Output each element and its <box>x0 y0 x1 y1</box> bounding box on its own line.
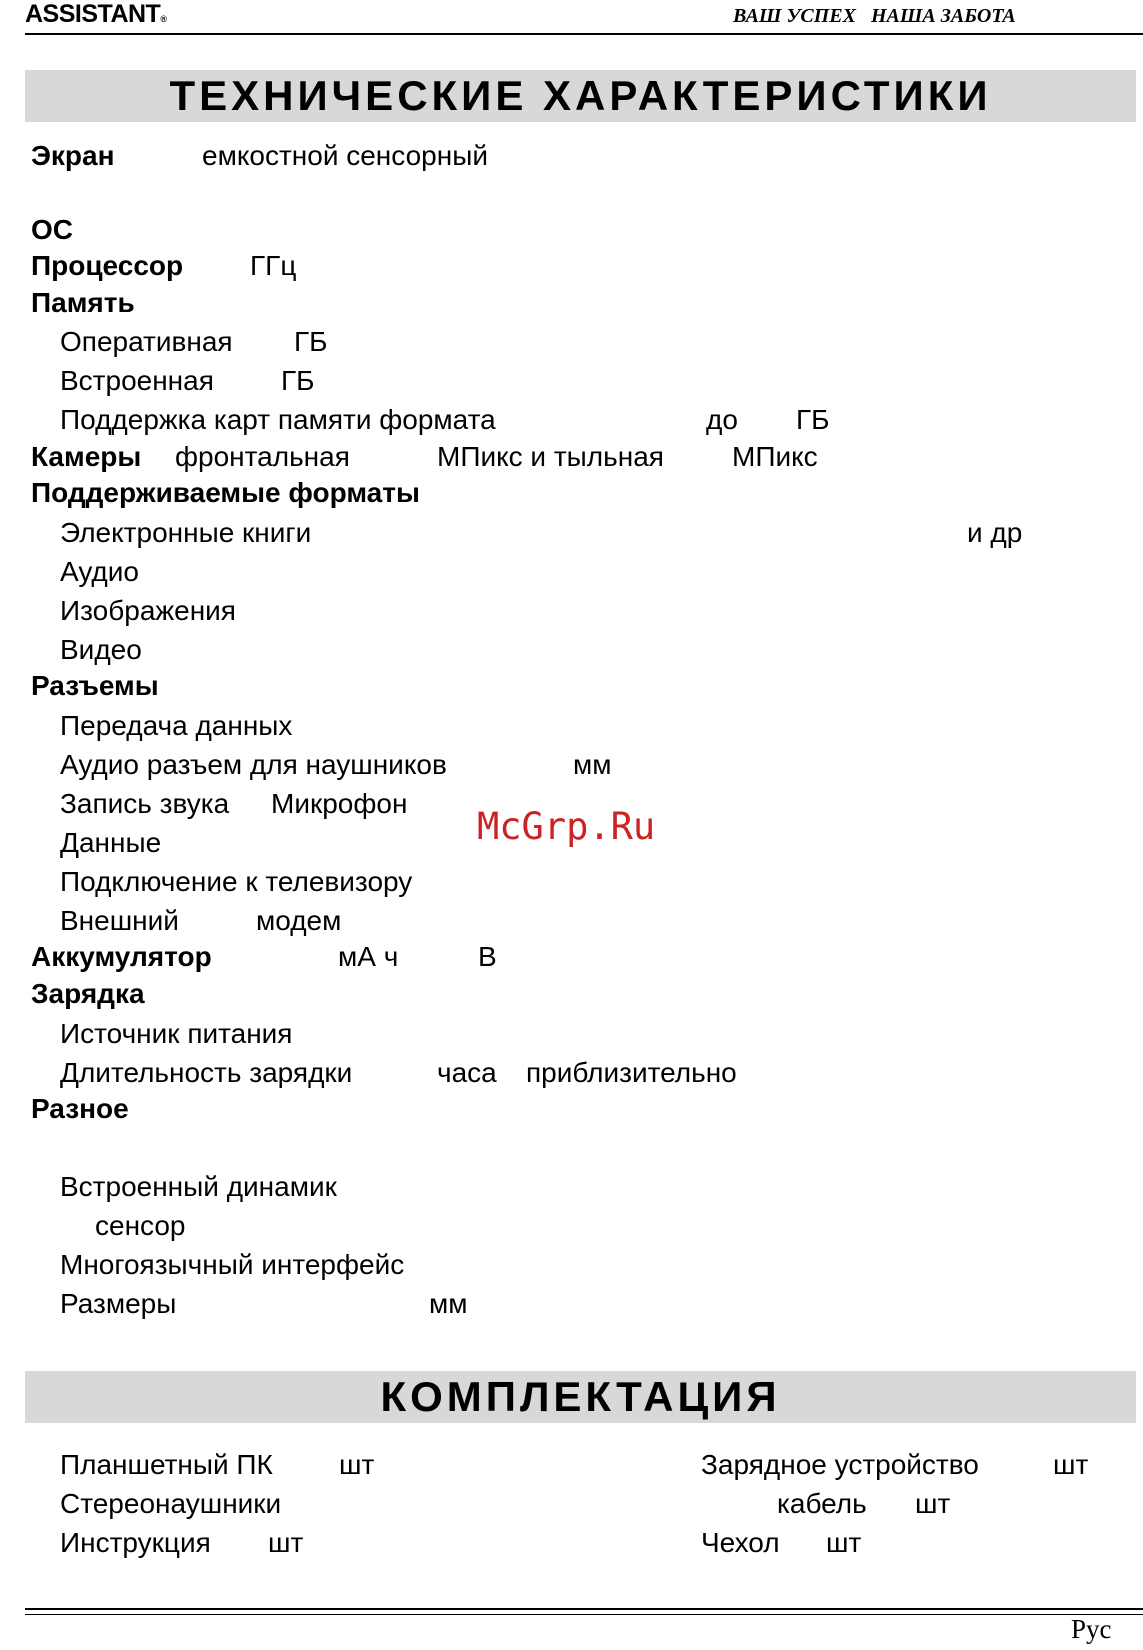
misc-label: Разное <box>31 1093 129 1124</box>
charge-hours: часа <box>437 1057 497 1088</box>
cpu-unit: ГГц <box>250 250 297 281</box>
cameras-label: Камеры <box>31 441 142 472</box>
images-label: Изображения <box>60 595 236 626</box>
battery-volt: В <box>478 941 497 972</box>
pkg-manual-unit: шт <box>268 1527 304 1558</box>
screen-label: Экран <box>31 140 115 171</box>
os-label: ОС <box>31 214 73 245</box>
video-label: Видео <box>60 634 142 665</box>
card-label: Поддержка карт памяти формата <box>60 404 496 435</box>
multilang: Многоязычный интерфейс <box>60 1249 405 1280</box>
specs-title: ТЕХНИЧЕСКИЕ ХАРАКТЕРИСТИКИ <box>169 72 992 119</box>
footer-rule <box>25 1608 1143 1610</box>
charge-approx: приблизительно <box>526 1057 737 1088</box>
storage-unit: ГБ <box>281 365 315 396</box>
pkg-headphones: Стереонаушники <box>60 1488 282 1519</box>
brand-logo: ASSISTANT® <box>25 0 167 28</box>
package-title: КОМПЛЕКТАЦИЯ <box>380 1373 781 1420</box>
pkg-tablet-unit: шт <box>339 1449 375 1480</box>
power-source: Источник питания <box>60 1018 293 1049</box>
audio-jack-unit: мм <box>573 749 612 780</box>
sensor: сенсор <box>95 1210 186 1241</box>
recording-value: Микрофон <box>271 788 408 819</box>
ram-label: Оперативная <box>60 326 233 357</box>
card-unit: ГБ <box>796 404 830 435</box>
battery-unit: мА ч <box>338 941 399 972</box>
speaker: Встроенный динамик <box>60 1171 337 1202</box>
pkg-tablet: Планшетный ПК <box>60 1449 273 1480</box>
ports-label: Разъемы <box>31 670 159 701</box>
formats-label: Поддерживаемые форматы <box>31 477 420 508</box>
data-transfer: Передача данных <box>60 710 293 741</box>
pkg-case: Чехол <box>701 1527 780 1558</box>
ram-unit: ГБ <box>294 326 328 357</box>
modem-label: модем <box>256 905 342 936</box>
pkg-charger-unit: шт <box>1053 1449 1089 1480</box>
battery-label: Аккумулятор <box>31 941 212 972</box>
recording-label: Запись звука <box>60 788 230 819</box>
dimensions-unit: мм <box>429 1288 468 1319</box>
header-slogan: ВАШ УСПЕХ НАША ЗАБОТА <box>733 5 1016 27</box>
cam-mid: МПикс и тыльная <box>437 441 664 472</box>
audio-label: Аудио <box>60 556 139 587</box>
memory-label: Память <box>31 287 135 318</box>
footer-rule-thin <box>25 1614 1143 1615</box>
data-label: Данные <box>60 827 162 858</box>
charging-label: Зарядка <box>31 978 145 1009</box>
pkg-manual: Инструкция <box>60 1527 211 1558</box>
pkg-cable: кабель <box>777 1488 867 1519</box>
cpu-label: Процессор <box>31 250 184 281</box>
specs-title-banner <box>25 70 1136 122</box>
ebooks-etc: и др <box>967 517 1023 548</box>
storage-label: Встроенная <box>60 365 214 396</box>
screen-value: емкостной сенсорный <box>202 140 488 171</box>
package-title-banner <box>25 1371 1136 1423</box>
page-language-label: Рус <box>1071 1614 1112 1644</box>
pkg-charger: Зарядное устройство <box>701 1449 979 1480</box>
charge-time: Длительность зарядки <box>60 1057 353 1088</box>
pkg-case-unit: шт <box>826 1527 862 1558</box>
tv-label: Подключение к телевизору <box>60 866 413 897</box>
ebooks-label: Электронные книги <box>60 517 312 548</box>
audio-jack: Аудио разъем для наушников <box>60 749 447 780</box>
cam-front: фронтальная <box>175 441 350 472</box>
header-rule <box>25 33 1143 35</box>
pkg-cable-unit: шт <box>915 1488 951 1519</box>
watermark: McGrp.Ru <box>477 805 656 848</box>
card-to: до <box>706 404 738 435</box>
dimensions: Размеры <box>60 1288 177 1319</box>
cam-unit: МПикс <box>732 441 818 472</box>
external-label: Внешний <box>60 905 179 936</box>
